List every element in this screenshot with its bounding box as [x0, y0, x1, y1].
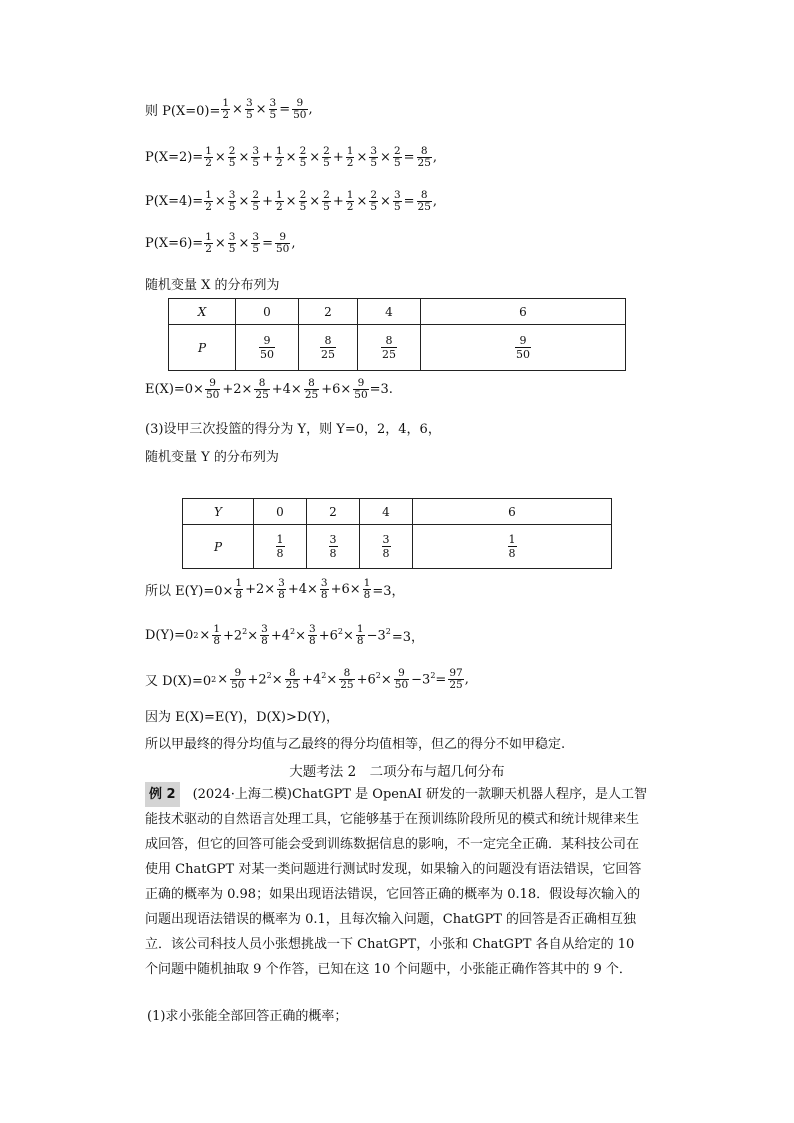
- table-cell: $\frac{1}{8}$: [413, 525, 612, 569]
- table-p-label: P: [183, 525, 254, 569]
- table-cell: $\frac{9}{50}$: [236, 325, 299, 371]
- eq-tail: ,: [291, 236, 296, 251]
- table-header-cell: 4: [360, 499, 413, 525]
- section-title: 大题考法 2 二项分布与超几何分布: [289, 764, 505, 780]
- table-header-cell: 0: [236, 299, 299, 325]
- table-cell: $\frac{3}{8}$: [360, 525, 413, 569]
- fraction: $\frac{1}{2}$: [222, 97, 230, 121]
- eq-tail: ,: [432, 194, 438, 209]
- eq-prefix: D(Y)=0: [145, 628, 194, 643]
- table-cell: $\frac{8}{25}$: [358, 325, 421, 371]
- example-text: (2024·上海二模)ChatGPT 是 OpenAI 研发的一款聊天机器人程序，是人工智能技术驱动的自然语言处理工具，它能够基于在预训练阶段所见的模式和统计规律来生成回答，但它的回答可能会受到训练数据信息的影响，不一定完全正确．某科技公司在使用 ChatGPT 对某一类问题进行测试时发现，如果输入的问题没有语法错误，它回答正确的概率为 0.98；如果出现语法错误，它回答正确的概率为 0.18．假设每次输入的问题出现语法错误的概率为 0.1，且每次输入问题，ChatGPT 的回答是否正确相互独立．该公司科技人员小张想挑战一下 ChatGPT，小张和 ChatGPT 各自从给定的 10 个问题中随机抽取 9 个作答，已知在这 10 个问题中，小张能正确作答其中的 9 个．: [145, 787, 648, 977]
- table-header-cell: Y: [183, 499, 254, 525]
- conclusion-line: 所以甲最终的得分均值与乙最终的得分均值相等，但乙的得分不如甲稳定.: [145, 737, 566, 752]
- fraction-result: $\frac{9}{50}$: [275, 231, 290, 255]
- table-header-cell: 6: [413, 499, 612, 525]
- eq-prefix: 又 D(X)=0: [145, 674, 212, 689]
- example-paragraph: [145, 782, 650, 982]
- eq-prefix: P(X=2)=: [145, 150, 204, 165]
- fraction-result: $\frac{9}{50}$: [293, 97, 307, 121]
- fraction-result: $\frac{8}{25}$: [417, 189, 431, 213]
- table-header-cell: 2: [307, 499, 360, 525]
- dist-x-label: 随机变量 X 的分布列为: [145, 278, 280, 293]
- equation-ey: 所以 E(Y)=0× $\frac{1}{8}$ +2× $\frac{3}{8}$ +4× $\frac{3}{8}$ +6× $\frac{1}{8}$ =3，: [145, 577, 405, 601]
- equation-px2: P(X=2)= $\frac{1}{2}$ × $\frac{2}{5}$ × $\frac{3}{5}$ + $\frac{1}{2}$ × $\frac{2}{5}$ × $\frac{2}{5}$ + $\frac{1}{2}$ × $\frac{3}{5}$ × $\frac{2}{5}$ = $\frac{8}{25}$ ,: [145, 145, 438, 169]
- eq-tail: ,: [432, 150, 438, 165]
- table-header-cell: 6: [421, 299, 626, 325]
- eq-prefix: 所以 E(Y)=0×: [145, 584, 234, 599]
- dist-y-label: 随机变量 Y 的分布列为: [145, 450, 279, 465]
- table-cell: $\frac{9}{50}$: [421, 325, 626, 371]
- fraction: $\frac{3}{5}$: [245, 97, 253, 121]
- fraction: $\frac{3}{5}$: [269, 97, 277, 121]
- eq-prefix: 则 P(X=0)=: [145, 104, 221, 119]
- eq-prefix: E(X)=0×: [145, 382, 204, 397]
- eq-tail: ,: [308, 102, 313, 117]
- equation-ex: E(X)=0× $\frac{9}{50}$ +2× $\frac{8}{25}$ +4× $\frac{8}{25}$ +6× $\frac{9}{50}$ =3.: [145, 377, 393, 401]
- table-cell: $\frac{1}{8}$: [254, 525, 307, 569]
- equation-px4: P(X=4)= $\frac{1}{2}$ × $\frac{3}{5}$ × $\frac{2}{5}$ + $\frac{1}{2}$ × $\frac{2}{5}$ × $\frac{2}{5}$ + $\frac{1}{2}$ × $\frac{2}{5}$ × $\frac{3}{5}$ = $\frac{8}{25}$ ,: [145, 189, 438, 213]
- sub-question-1: (1)求小张能全部回答正确的概率；: [147, 1009, 348, 1024]
- fraction-result: $\frac{97}{25}$: [449, 667, 463, 691]
- distribution-table-x: [168, 298, 626, 371]
- eq-prefix: P(X=4)=: [145, 194, 204, 209]
- example-label: 例 2: [145, 782, 180, 807]
- table-header-cell: X: [169, 299, 236, 325]
- equation-px6: P(X=6)= $\frac{1}{2}$ × $\frac{3}{5}$ × $\frac{3}{5}$ = $\frac{9}{50}$ ,: [145, 231, 296, 255]
- eq-result: =3，: [391, 630, 425, 645]
- because-line: 因为 E(X)=E(Y)，D(X)>D(Y)，: [145, 710, 339, 725]
- fraction-result: $\frac{8}{25}$: [417, 145, 431, 169]
- table-cell: $\frac{8}{25}$: [299, 325, 358, 371]
- eq-prefix: P(X=6)=: [145, 236, 204, 251]
- distribution-table-y: [182, 498, 612, 569]
- q3-line: (3)设甲三次投篮的得分为 Y，则 Y=0，2，4，6，: [145, 422, 441, 437]
- equation-dx: 又 D(X)=0 2 × $\frac{9}{50}$ $+2^2\times$ $\frac{8}{25}$ $+4^2\times$ $\frac{8}{25}$ $+6^2\times$ $\frac{9}{50}$ $-3^2=$ $\frac{97}{25}$ ,: [145, 667, 469, 691]
- table-p-label: P: [169, 325, 236, 371]
- equation-px0: 则 P(X=0)= $\frac{1}{2}$ × $\frac{3}{5}$ × $\frac{3}{5}$ = $\frac{9}{50}$ ,: [145, 97, 313, 121]
- table-header-cell: 0: [254, 499, 307, 525]
- table-header-cell: 4: [358, 299, 421, 325]
- table-cell: $\frac{3}{8}$: [307, 525, 360, 569]
- table-header-cell: 2: [299, 299, 358, 325]
- eq-result: =3.: [369, 382, 393, 397]
- equation-dy: D(Y)=0 2 × $\frac{1}{8}$ $+2^2\times$ $\frac{3}{8}$ $+4^2\times$ $\frac{3}{8}$ $+6^2\times$ $\frac{1}{8}$ $-3^2$ =3，: [145, 623, 425, 647]
- eq-result: =3，: [372, 584, 405, 599]
